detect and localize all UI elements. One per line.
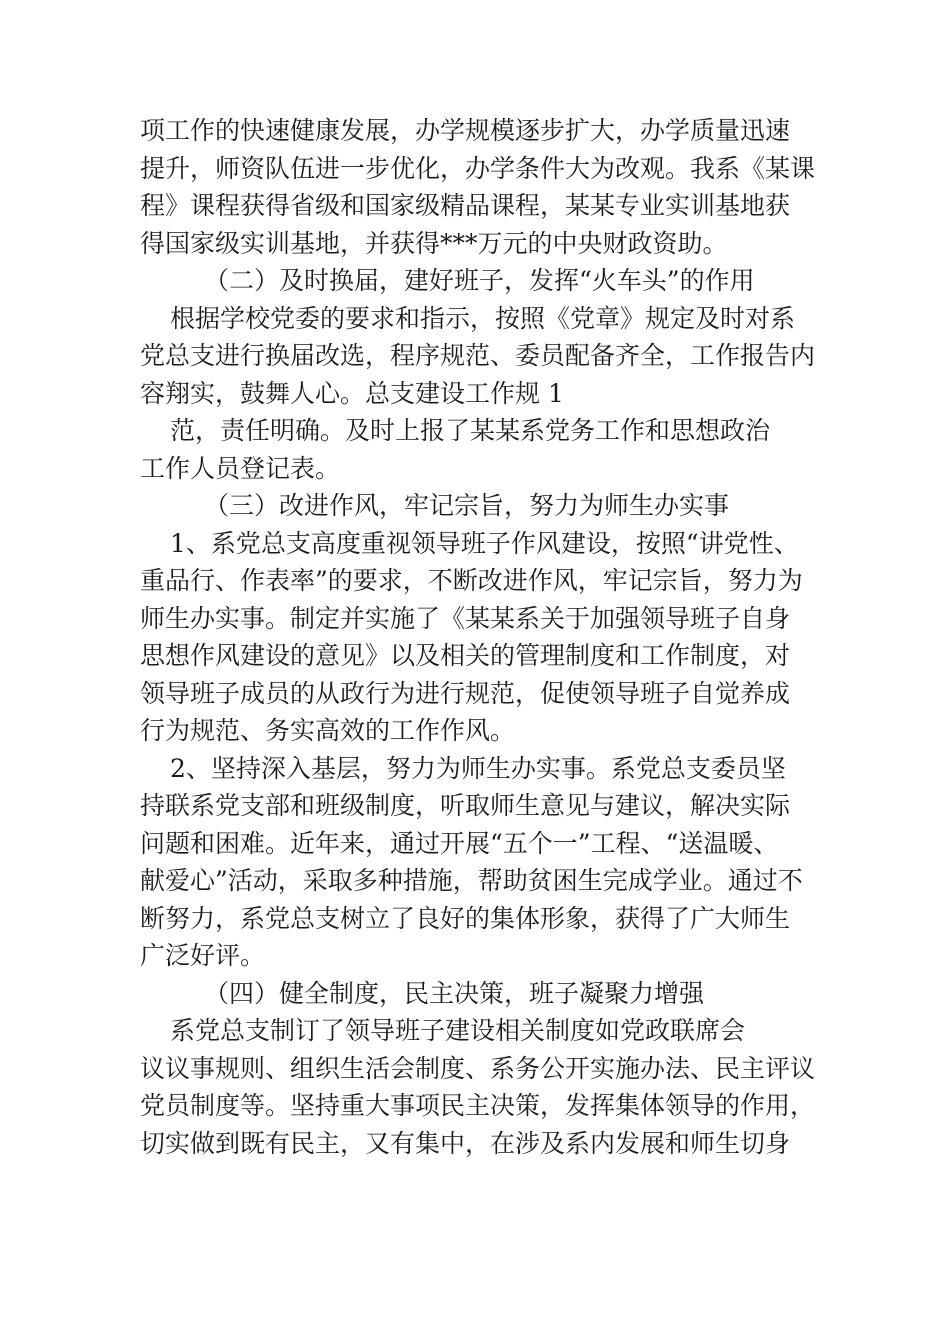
text-line: 断努力，系党总支树立了良好的集体形象，获得了广大师生 xyxy=(140,903,791,933)
text-line: 党总支进行换届改选，程序规范、委员配备齐全，工作报告内 xyxy=(140,341,816,370)
text-line: 问题和困难。近年来，通过开展“五个一”工程、“送温暖、 xyxy=(140,828,779,858)
text-line: 广泛好评。 xyxy=(140,941,266,970)
text-line: 重品行、作表率”的要求，不断改进作风，牢记宗旨，努力为 xyxy=(140,566,803,595)
text-line: 领导班子成员的从政行为进行规范，促使领导班子自觉养成 xyxy=(140,678,791,708)
text-line: 项工作的快速健康发展，办学规模逐步扩大，办学质量迅速 xyxy=(140,116,791,145)
text-line: 得国家级实训基地，并获得***万元的中央财政资助。 xyxy=(140,228,728,258)
text-line: 切实做到既有民主，又有集中，在涉及系内发展和师生切身 xyxy=(140,1128,791,1158)
text-line: 持联系党支部和班级制度，听取师生意见与建议，解决实际 xyxy=(140,791,791,820)
text-line: 议议事规则、组织生活会制度、系务公开实施办法、民主评议 xyxy=(140,1053,816,1083)
paragraph-start-line: 2、坚持深入基层，努力为师生办实事。系党总支委员坚 xyxy=(170,753,786,783)
text-line: 工作人员登记表。 xyxy=(140,453,341,483)
paragraph-start-line: 根据学校党委的要求和指示，按照《党章》规定及时对系 xyxy=(170,303,796,333)
section-heading: （三）改进作风，牢记宗旨，努力为师生办实事 xyxy=(204,491,730,520)
section-heading: （二）及时换届，建好班子，发挥“火车头”的作用 xyxy=(204,266,755,295)
section-heading: （四）健全制度，民主决策，班子凝聚力增强 xyxy=(204,978,705,1008)
text-line: 师生办实事。制定并实施了《某某系关于加强领导班子自身 xyxy=(140,603,791,633)
text-line: 献爱心”活动，采取多种措施，帮助贫困生完成学业。通过不 xyxy=(140,866,803,895)
text-line: 程》课程获得省级和国家级精品课程，某某专业实训基地获 xyxy=(140,191,791,220)
paragraph-start-line: 范，责任明确。及时上报了某某系党务工作和思想政治 xyxy=(170,416,771,445)
document-body xyxy=(140,112,816,1162)
text-line: 思想作风建设的意见》以及相关的管理制度和工作制度，对 xyxy=(140,641,791,670)
text-line: 党员制度等。坚持重大事项民主决策，发挥集体领导的作用， xyxy=(140,1091,816,1120)
paragraph-start-line: 1、系党总支高度重视领导班子作风建设，按照“讲党性、 xyxy=(170,528,799,558)
paragraph-start-line: 系党总支制订了领导班子建设相关制度如党政联席会 xyxy=(170,1016,746,1045)
text-line: 行为规范、务实高效的工作作风。 xyxy=(140,716,516,745)
text-line: 提升，师资队伍进一步优化，办学条件大为改观。我系《某课 xyxy=(140,153,816,183)
text-line: 容翔实，鼓舞人心。总支建设工作规 1 xyxy=(140,378,564,408)
